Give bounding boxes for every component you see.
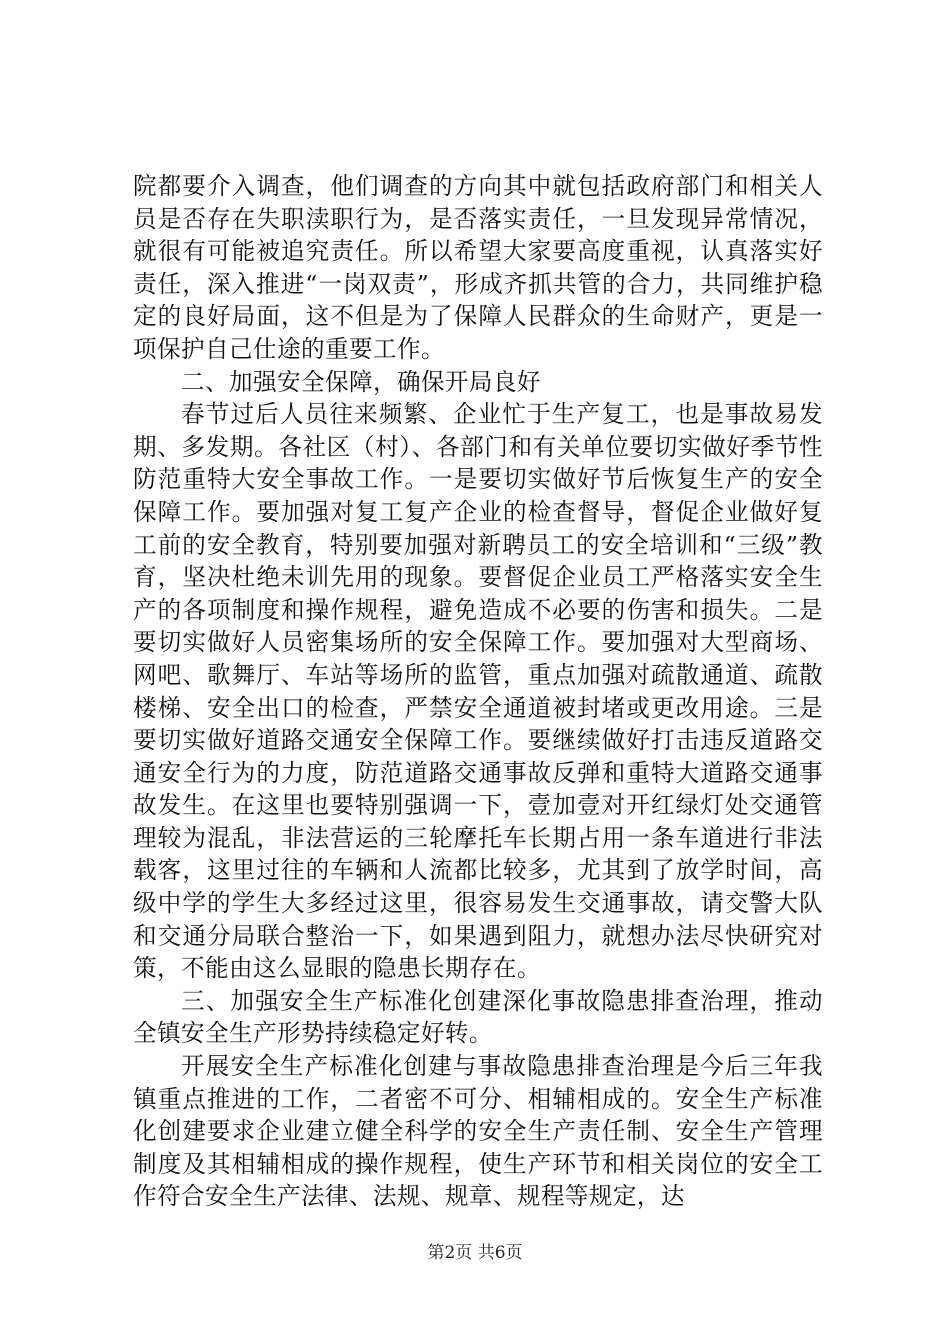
paragraph-continued: 院都要介入调查，他们调查的方向其中就包括政府部门和相关人员是否存在失职渎职行为，是否落实责任，一旦发现异常情况，就很有可能被追究责任。所以希望大家要高度重视，认真落实好责任，深入推进“一岗双责”，形成齐抓共管的合力，共同维护稳定的良好局面，这不但是为了保障人民群众的生命财产，更是一项保护自己仕途的重要工作。 xyxy=(133,172,823,363)
section-heading-3: 三、加强安全生产标准化创建深化事故隐患排查治理，推动全镇安全生产形势持续稳定好转。 xyxy=(133,986,823,1048)
paragraph-section-3: 开展安全生产标准化创建与事故隐患排查治理是今后三年我镇重点推进的工作，二者密不可分、相辅相成的。安全生产标准化创建要求企业建立健全科学的安全生产责任制、安全生产管理制度及其相辅相成的操作规程，使生产环节和相关岗位的安全工作符合安全生产法律、法规、规章、规程等规定，达 xyxy=(133,1052,823,1211)
page-footer: 第2页 共6页 xyxy=(427,1243,523,1263)
document-body xyxy=(133,170,823,1213)
section-heading-2: 二、加强安全保障，确保开局良好 xyxy=(181,367,541,396)
paragraph-section-2: 春节过后人员往来频繁、企业忙于生产复工，也是事故易发期、多发期。各社区（村）、各部门和有关单位要切实做好季节性防范重特大安全事故工作。一是要切实做好节后恢复生产的安全保障工作。要加强对复工复产企业的检查督导，督促企业做好复工前的安全教育，特别要加强对新聘员工的安全培训和“三级”教育，坚决杜绝未训先用的现象。要督促企业员工严格落实安全生产的各项制度和操作规程，避免造成不必要的伤害和损失。二是要切实做好人员密集场所的安全保障工作。要加强对大型商场、网吧、歌舞厅、车站等场所的监管，重点加强对疏散通道、疏散楼梯、安全出口的检查，严禁安全通道被封堵或更改用途。三是要切实做好道路交通安全保障工作。要继续做好打击违反道路交通安全行为的力度，防范道路交通事故反弹和重特大道路交通事故发生。在这里也要特别强调一下，壹加壹对开红绿灯处交通管理较为混乱，非法营运的三轮摩托车长期占用一条车道进行非法载客，这里过往的车辆和人流都比较多，尤其到了放学时间，高级中学的学生大多经过这里，很容易发生交通事故，请交警大队和交通分局联合整治一下，如果遇到阻力，就想办法尽快研究对策，不能由这么显眼的隐患长期存在。 xyxy=(133,400,823,983)
